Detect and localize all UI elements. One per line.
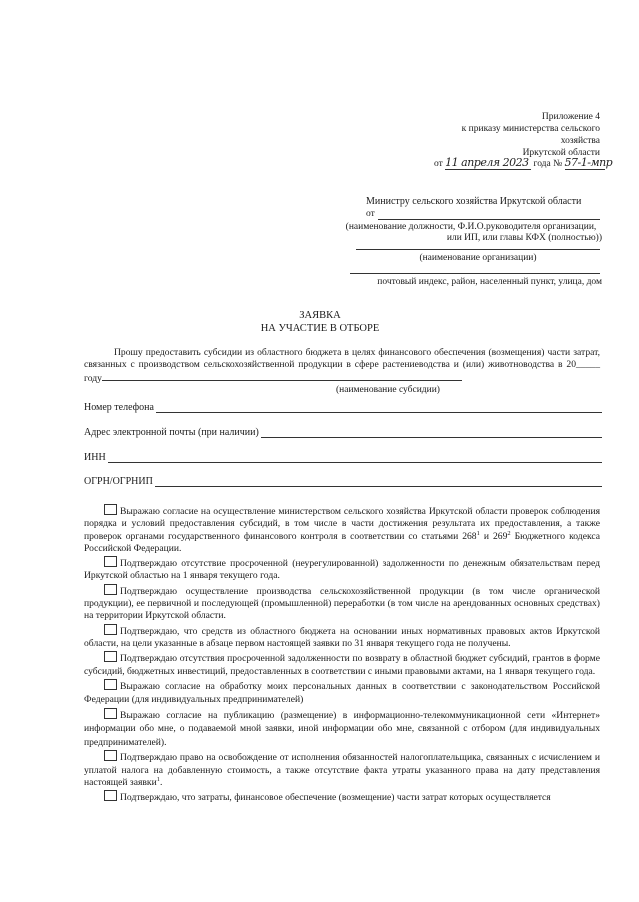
checkbox[interactable] — [104, 556, 117, 567]
footnote-mark: 2 — [507, 529, 511, 537]
addressee-from-label: от — [366, 209, 375, 219]
item-text: Подтверждаю право на освобождение от исполнения обязанностей налогоплательщика, связанных с исчислением и уплатой налога на добавленную стоимость, а также отсутствие факта утраты указанного права на дату представления настоящей заявки — [84, 752, 600, 788]
list-item — [84, 504, 600, 555]
addressee-from-row — [366, 208, 600, 220]
list-item — [84, 708, 600, 750]
checkbox[interactable] — [104, 504, 117, 515]
item-text: Бюджетного кодекса Российской Федерации. — [84, 530, 601, 554]
address-hint: почтовый индекс, район, населенный пункт, улица, дом — [377, 277, 602, 287]
list-item — [84, 679, 600, 707]
email-line[interactable] — [261, 428, 602, 438]
date-prefix: от — [434, 159, 443, 169]
list-item — [84, 556, 600, 583]
handwritten-date: 11 апреля 2023 — [445, 157, 531, 170]
list-item — [84, 790, 600, 804]
handwritten-number: 57-1-мпр — [564, 156, 613, 169]
footnote-mark: 1 — [156, 775, 160, 783]
request-paragraph — [84, 347, 600, 385]
org-hint: (наименование организации) — [419, 253, 537, 263]
footnote-mark: 1 — [476, 529, 480, 537]
addressee-to: Министру сельского хозяйства Иркутской области — [366, 196, 582, 207]
checkbox[interactable] — [104, 790, 117, 801]
inn-field[interactable] — [84, 452, 602, 463]
title-line-1: ЗАЯВКА — [299, 310, 341, 321]
inn-line[interactable] — [108, 453, 602, 463]
inn-label: ИНН — [84, 452, 106, 463]
phone-label: Номер телефона — [84, 402, 154, 413]
item-text: Подтверждаю осуществление производства сельскохозяйственной продукции (в том числе органической продукции), ее первичной и последующей (промышленной) переработки (в том числе на арендованных основных средствах) на территории Иркутской области. — [84, 585, 600, 622]
checkbox[interactable] — [104, 624, 117, 635]
list-item — [84, 750, 600, 789]
ogrn-label: ОГРН/ОГРНИП — [84, 476, 153, 487]
item-text: Выражаю согласие на публикацию (размещение) в информационно-телекоммуникационной сети «Интернет» информации обо мне, о подаваемой мной заявки, иной информации обо мне, связанной с отбором (для индивидуальных предпринимателей). — [84, 709, 600, 748]
item-text: Подтверждаю отсутствия просроченной задолженности по возврату в областной бюджет субсидий, грантов в форме субсидий, бюджетных инвестиций, предоставленных в соответствии с иными правовыми актами, на 1 января текущего года. — [84, 653, 600, 677]
appendix-line-3: хозяйства — [560, 136, 600, 146]
item-text: Выражаю согласие на обработку моих персональных данных в соответствии с законодательством Российской Федерации (для индивидуальных предпринимателей) — [84, 680, 600, 706]
appendix-block — [380, 111, 600, 159]
org-line — [356, 249, 600, 250]
phone-line[interactable] — [156, 403, 602, 413]
addressee-hint-1: (наименование должности, Ф.И.О.руководителя организации, — [345, 222, 597, 232]
request-text: Прошу предоставить субсидии из областного бюджета в целях финансового обеспечения (возмещения) части затрат, связанных с производством сельскохозяйственной продукции в сфере растениеводства и (или) животноводства в 20_____ году — [84, 347, 600, 384]
checklist — [84, 504, 600, 805]
addressee-from-line — [378, 210, 600, 220]
item-text: Подтверждаю отсутствие просроченной (неурегулированной) задолженности по денежным обязательствам перед Иркутской областью на 1 января текущего года. — [84, 558, 600, 582]
document-title — [200, 309, 440, 335]
year-suffix: года № — [533, 159, 563, 169]
list-item — [84, 624, 600, 651]
item-text: Подтверждаю, что средств из областного бюджета на основании иных нормативных правовых актов Иркутской области, на цели указанные в абзаце первом настоящей заявки по 31 января текущего года не получены. — [84, 625, 600, 649]
list-item — [84, 651, 600, 678]
checkbox[interactable] — [104, 750, 117, 761]
address-line — [350, 273, 600, 274]
appendix-date-row — [434, 157, 624, 170]
ogrn-field[interactable] — [84, 476, 602, 487]
email-label: Адрес электронной почты (при наличии) — [84, 427, 259, 438]
subsidy-name-line[interactable] — [102, 372, 462, 381]
checkbox[interactable] — [104, 651, 117, 662]
checkbox[interactable] — [104, 708, 117, 719]
appendix-line-4: Иркутской области — [522, 148, 600, 158]
ogrn-line[interactable] — [155, 477, 602, 487]
checkbox[interactable] — [104, 584, 117, 595]
item-text: Подтверждаю, что затраты, финансовое обеспечение (возмещение) части затрат которых осуществляется — [120, 792, 551, 804]
item-text: Выражаю согласие на осуществление министерством сельского хозяйства Иркутской области проверок соблюдения порядка и условий предоставления субсидий, в том числе в части достижения результата их предоставления, а также проверок органами государственного финансового контроля в соответствии со статьями 268 — [84, 506, 600, 542]
item-text: и 269 — [479, 530, 508, 542]
phone-field[interactable] — [84, 402, 602, 413]
list-item — [84, 584, 600, 623]
checkbox[interactable] — [104, 679, 117, 690]
appendix-line-2: к приказу министерства сельского — [461, 124, 600, 134]
email-field[interactable] — [84, 427, 602, 438]
appendix-line-1: Приложение 4 — [541, 112, 600, 122]
title-line-2: НА УЧАСТИЕ В ОТБОРЕ — [260, 323, 380, 334]
item-text: . — [159, 776, 163, 788]
addressee-hint-2: или ИП, или главы КФХ (полностью)) — [446, 233, 602, 243]
subsidy-hint: (наименование субсидии) — [336, 385, 440, 395]
